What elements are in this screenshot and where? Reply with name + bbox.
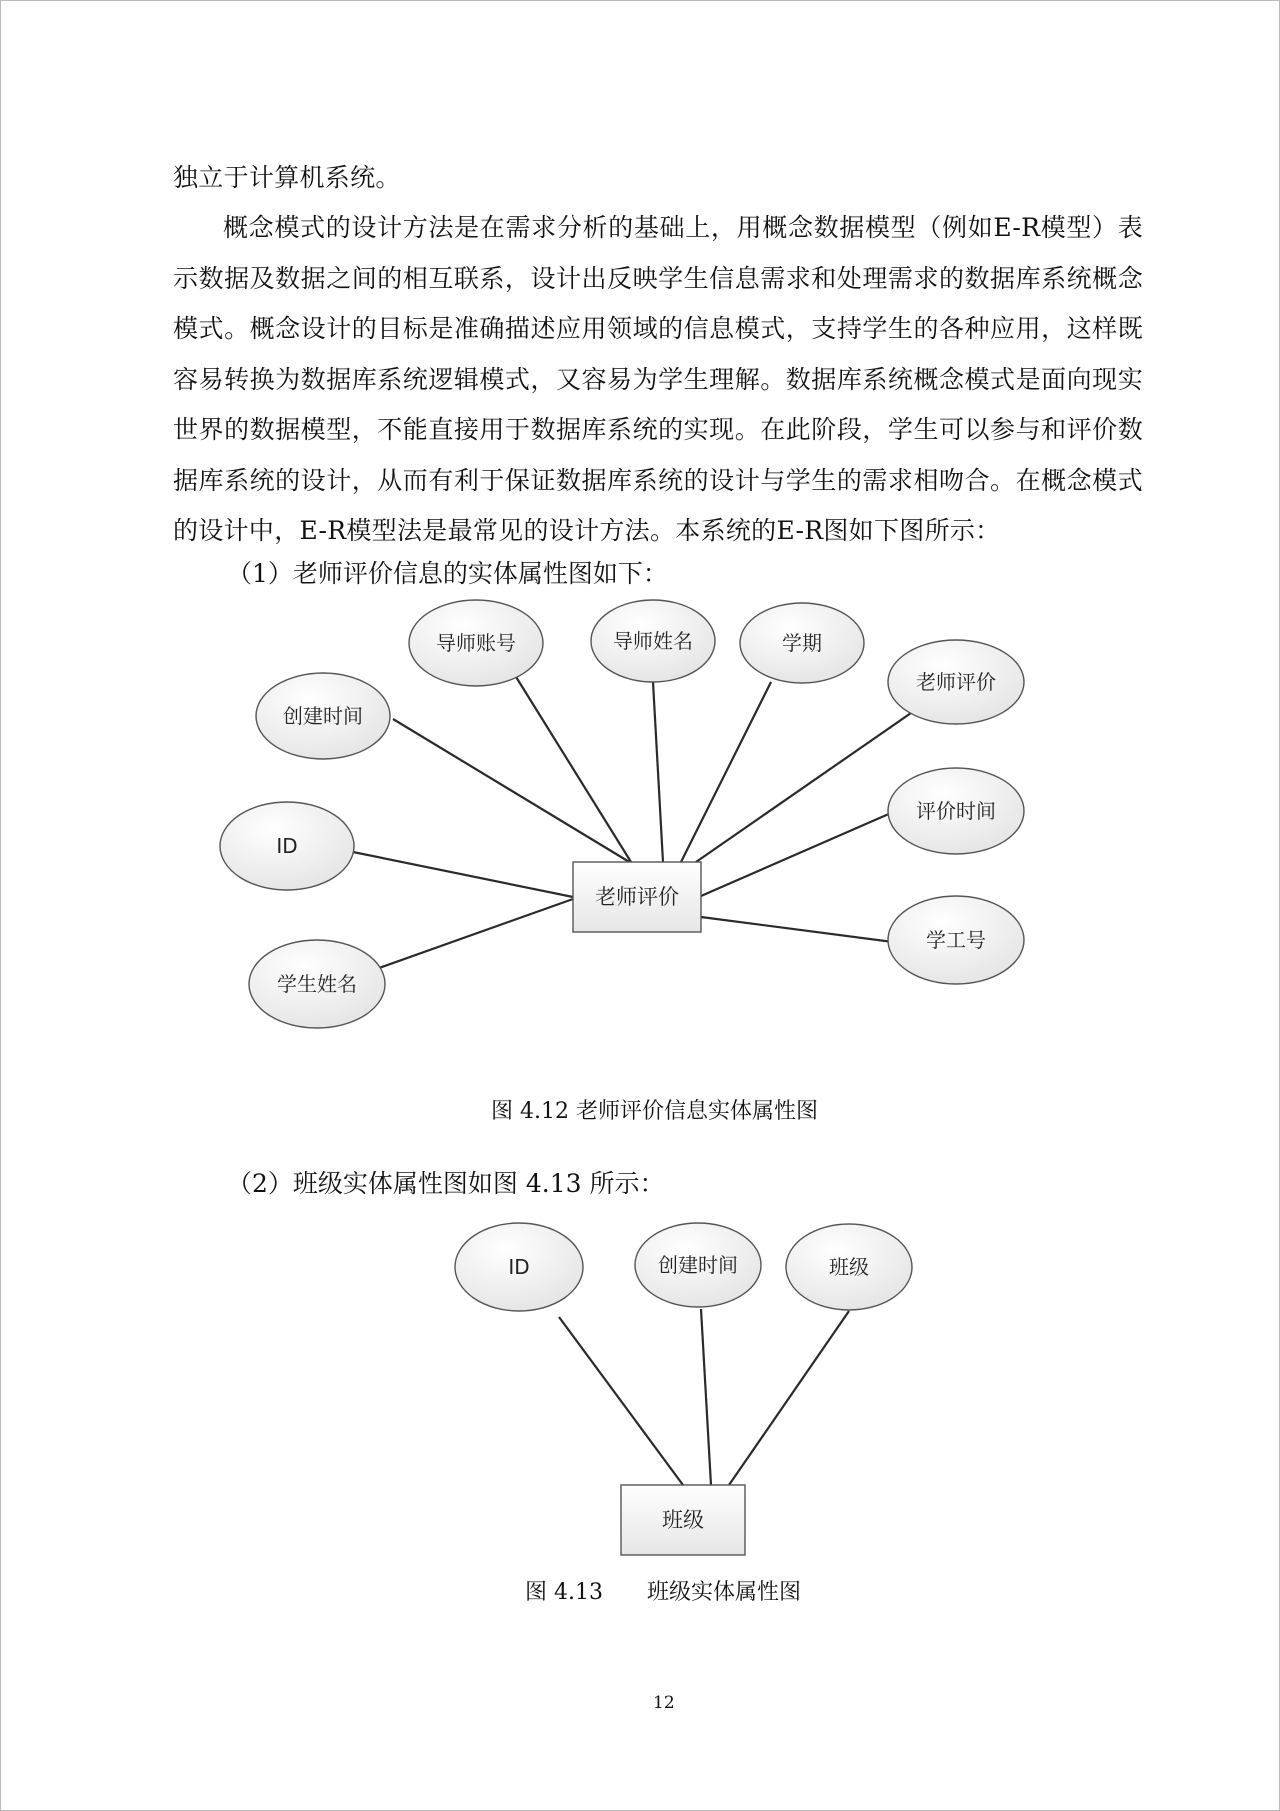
attribute-label: 学工号 [926, 928, 986, 952]
attribute-label: 评价时间 [916, 799, 996, 823]
attribute-label: ID [276, 834, 298, 858]
link-1 [513, 672, 631, 862]
paragraph-intro-end: 独立于计算机系统。 [173, 163, 401, 192]
attribute-node [635, 1223, 761, 1307]
page-number: 12 [653, 1693, 675, 1713]
link-3 [681, 682, 771, 862]
attribute-label: 老师评价 [916, 670, 996, 694]
attribute-node [888, 768, 1024, 854]
attribute-label: 创建时间 [283, 704, 363, 728]
attribute-node [740, 603, 864, 683]
entity-node [621, 1485, 745, 1555]
section2-heading: （2）班级实体属性图如图 4.13 所示： [227, 1169, 665, 1198]
er-diagram-class [1, 1201, 1280, 1571]
section1-heading: （1）老师评价信息的实体属性图如下： [227, 559, 668, 588]
entity-node [573, 862, 701, 932]
link-9 [379, 899, 573, 968]
attribute-label: 导师姓名 [613, 629, 693, 653]
link-3 [729, 1311, 849, 1485]
attribute-label: 导师账号 [436, 631, 516, 655]
attribute-node [409, 600, 543, 686]
entity-label: 老师评价 [595, 885, 679, 909]
attribute-node [455, 1223, 583, 1311]
figure-caption-4-13: 图 4.13 班级实体属性图 [525, 1580, 801, 1605]
attribute-node [786, 1224, 912, 1310]
attribute-node [888, 640, 1024, 724]
figure-caption-4-12: 图 4.12 老师评价信息实体属性图 [491, 1099, 818, 1124]
attribute-node [249, 940, 385, 1028]
attribute-label: 创建时间 [658, 1253, 738, 1277]
link-7 [353, 852, 573, 897]
attribute-label: 学生姓名 [277, 972, 357, 996]
attribute-node [220, 802, 354, 890]
attribute-node [591, 600, 715, 682]
link-5 [393, 719, 631, 863]
attribute-label: 班级 [829, 1255, 869, 1279]
attribute-label: ID [508, 1255, 530, 1279]
link-2 [653, 682, 663, 862]
link-6 [701, 813, 891, 896]
er-diagram-teacher-evaluation [1, 581, 1280, 1051]
link-4 [696, 713, 911, 862]
attribute-node [888, 896, 1024, 984]
link-2 [701, 1309, 711, 1485]
attribute-node [256, 673, 390, 759]
link-8 [701, 917, 893, 942]
attribute-label: 学期 [782, 631, 822, 655]
link-1 [559, 1317, 683, 1485]
entity-label: 班级 [662, 1508, 704, 1532]
paragraph-concept-design: 概念模式的设计方法是在需求分析的基础上，用概念数据模型（例如E-R模型）表示数据及数据之间的相互联系，设计出反映学生信息需求和处理需求的数据库系统概念模式。概念设计的目标是准确描述应用领域的信息模式，支持学生的各种应用，这样既容易转换为数据库系统逻辑模式，又容易为学生理解。数据库系统概念模式是面向现实世界的数据模型，不能直接用于数据库系统的实现。在此阶段，学生可以参与和评价数据库系统的设计，从而有利于保证数据库系统的设计与学生的需求相吻合。在概念模式的设计中，E-R模型法是最常见的设计方法。本系统的E-R图如下图所示： [173, 213, 1143, 545]
